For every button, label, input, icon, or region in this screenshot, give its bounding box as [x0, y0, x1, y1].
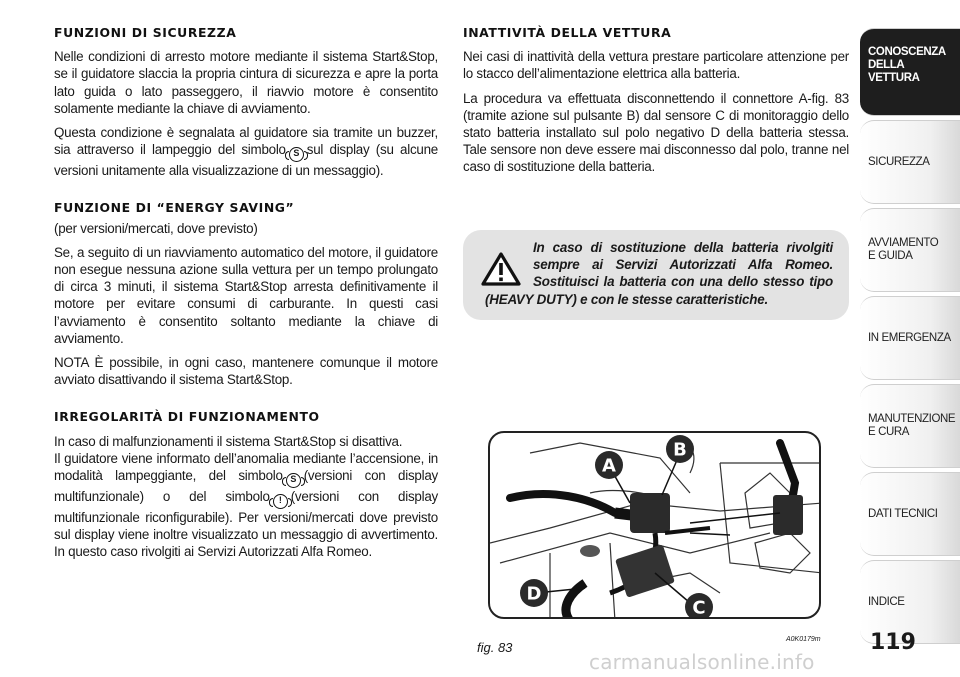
paragraph: Nei casi di inattività della vettura prestare particolare attenzione per lo stacco dell’alimentazione elettrica alla batteria.	[463, 49, 849, 82]
tab-manutenzione-e-cura[interactable]: MANUTENZIONE E CURA	[860, 384, 960, 468]
left-column	[54, 24, 438, 581]
tab-in-emergenza[interactable]: IN EMERGENZA	[860, 296, 960, 380]
subtitle: (per versioni/mercati, dove previsto)	[54, 220, 258, 236]
page-number: 119	[870, 630, 916, 655]
warning-box	[463, 230, 849, 320]
text: Questa condizione è segnalata al guidatore sia tramite un buzzer, sia attraverso il lampeggio del simbolo	[54, 125, 438, 158]
figure-caption: fig. 83	[477, 640, 513, 655]
paragraph-symbol	[54, 124, 438, 179]
callout-b-text: B	[673, 439, 687, 461]
warning-text: In caso di sostituzione della batteria rivolgiti sempre ai Servizi Autorizzati Alfa Romeo. Sostituisci la batteria con una dello stesso tipo (HEAVY DUTY) e con le stesse caratteristiche.	[485, 240, 833, 307]
figure-code: A0K0179m	[786, 636, 821, 643]
figure-battery-sensor	[488, 431, 821, 619]
note-paragraph: NOTA È possibile, in ogni caso, mantenere comunque il motore avviato disattivando il sistema Start&Stop.	[54, 355, 438, 388]
start-stop-s-icon: S	[286, 473, 301, 488]
tab-conoscenza-della-vettura[interactable]: CONOSCENZA DELLA VETTURA	[860, 28, 960, 116]
watermark: carmanualsonline.info	[589, 650, 815, 674]
text: sul display (su alcune versioni unitamente alla visualizzazione di un messaggio).	[54, 142, 438, 179]
section-title-inactivity: INATTIVITÀ DELLA VETTURA	[463, 25, 672, 40]
section-energy-saving	[54, 199, 438, 388]
callout-a-text: A	[602, 455, 616, 477]
section-title-malfunction: IRREGOLARITÀ DI FUNZIONAMENTO	[54, 409, 320, 425]
chapter-sidebar	[860, 28, 960, 648]
section-malfunction	[54, 408, 438, 560]
text: (versioni con display multifunzionale riconfigurabile). Per versioni/mercati dove previsto sul display viene inoltre visualizzato un messaggio di avvertimento. In questo caso rivolgiti ai Servizi Autorizzati Alfa Romeo.	[54, 489, 438, 560]
text: (versioni con display multifunzionale) o del simbolo	[54, 468, 438, 505]
warning-exclamation-icon: !	[273, 494, 288, 509]
text: Il guidatore viene informato dell’anomalia mediante l’accensione, in modalità lampeggiante, del simbolo	[54, 450, 438, 484]
paragraph: Nelle condizioni di arresto motore mediante il sistema Start&Stop, se il guidatore slaccia la propria cintura di sicurezza e apre la porta lato guida o lato passeggero, il riavvio motore è consentito solamente mediante la chiave di avviamento.	[54, 49, 438, 116]
tab-dati-tecnici[interactable]: DATI TECNICI	[860, 472, 960, 556]
callout-label-d	[520, 579, 548, 607]
paragraph: La procedura va effettuata disconnettendo il connettore A-fig. 83 (tramite azione sul pulsante B) dal sensore C di monitoraggio dello stato batteria installato sul polo negativo D della batteria stessa. Tale sensore non deve essere mai disconnesso dal polo, tranne nel caso di sostituzione della batteria.	[463, 90, 849, 175]
right-column	[463, 24, 849, 183]
battery-illustration	[490, 433, 821, 619]
callout-d-text: D	[526, 583, 542, 605]
warning-triangle-icon	[481, 251, 521, 287]
start-stop-s-icon: S	[289, 147, 304, 162]
section-title-energy-saving: FUNZIONE DI “ENERGY SAVING”	[54, 200, 295, 216]
tab-indice[interactable]: INDICE	[860, 560, 960, 644]
callout-c-text: C	[692, 597, 706, 619]
section-title-safety: FUNZIONI DI SICUREZZA	[54, 25, 237, 40]
callout-label-a	[595, 451, 623, 479]
tab-avviamento-e-guida[interactable]: AVVIAMENTO E GUIDA	[860, 208, 960, 292]
paragraph: Se, a seguito di un riavviamento automatico del motore, il guidatore non esegue nessuna azione sulla vettura per un tempo prolungato di circa 3 minuti, il sistema Start&Stop arresta definitivamente il motore per evitare consumi di carburante. In questi casi l’avviamento è consentito soltanto mediante la chiave di avviamento.	[54, 244, 438, 346]
tab-sicurezza[interactable]: SICUREZZA	[860, 120, 960, 204]
section-safety	[54, 24, 438, 179]
callout-label-c	[685, 593, 713, 619]
paragraph-symbols	[54, 450, 438, 561]
callout-label-b	[666, 435, 694, 463]
paragraph: In caso di malfunzionamenti il sistema Start&Stop si disattiva.	[54, 433, 403, 449]
